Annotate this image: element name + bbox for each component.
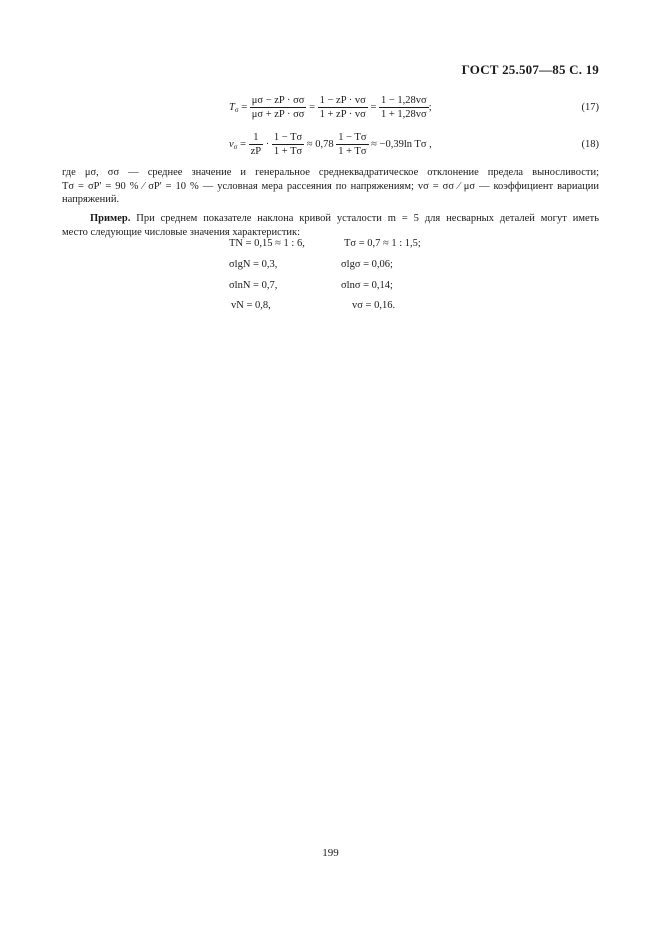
document-header: ГОСТ 25.507—85 С. 19	[461, 62, 599, 77]
equation-17-number: (17)	[581, 102, 599, 113]
eq17-fraction-2	[318, 94, 368, 121]
eq17-fraction-3	[379, 94, 429, 121]
eq17-tail: ;	[428, 101, 432, 113]
eq18-coef: ≈ 0,78	[306, 138, 334, 150]
eq18-fraction-2	[272, 131, 304, 158]
example-row-2-right: σlgσ = 0,06;	[341, 259, 393, 270]
eq18-f2-num: 1 − Tσ	[273, 132, 303, 143]
eq17-f2-den: 1 + zP · vσ	[319, 109, 366, 120]
example-row-2-left: σlgN = 0,3,	[229, 259, 278, 270]
eq18-f2-den: 1 + Tσ	[273, 146, 303, 157]
eq17-lhs: T	[229, 101, 235, 113]
example-row-4-right: vσ = 0,16.	[352, 300, 396, 311]
eq18-lhs: v	[229, 138, 234, 150]
explanation-line-3: напряжений.	[62, 194, 120, 205]
explanation-line-2: Tσ = σP' = 90 % ⁄ σP' = 10 % — условная мера рассеяния по напряжениям; vσ = σσ ⁄ μσ — коэффициент вариации	[62, 180, 599, 192]
eq17-f3-num: 1 − 1,28vσ	[380, 95, 427, 106]
eq18-f1-num: 1	[249, 131, 264, 145]
eq17-lhs-sub: σ	[234, 105, 239, 114]
explanation-line-1: где μσ, σσ — среднее значение и генеральное среднеквадратическое отклонение предела выносливости;	[62, 167, 599, 178]
eq18-lhs-sub: σ	[233, 142, 238, 151]
page-number: 199	[322, 847, 339, 859]
example-label: Пример.	[90, 213, 131, 224]
example-text-1: При среднем показателе наклона кривой усталости m = 5 для несварных деталей могут иметь	[136, 213, 600, 224]
equation-17: $T_\sigma$ = $\frac{\mu\sigma - zP \cdot \sigma\sigma}{\mu\sigma + zP \cdot \sigma\sigma}$ = $\frac{1 - zP \cdot v\sigma}{1 + zP \cdot v\sigma}$ = $\frac{1 - 1,28v\sigma}{1 + 1,28v\sigma}$ ;	[229, 95, 432, 120]
example-row-4-left: vN = 0,8,	[231, 300, 271, 311]
eq18-f1-den: zP	[250, 146, 262, 157]
eq18-fraction-1	[249, 131, 264, 158]
eq17-f2-num: 1 − zP · vσ	[319, 95, 366, 106]
equation-18: $v_\sigma$ = $\frac{1}{zP}$ · $\frac{1 - T\sigma}{1 + T\sigma}$ ≈ 0,78 $\frac{1 - T\sigma}{1 + T\sigma}$ ≈ −0,39ln Tσ ,	[229, 132, 432, 157]
eq18-f3-num: 1 − Tσ	[338, 132, 367, 143]
example-row-3-left: σlnN = 0,7,	[229, 280, 278, 291]
eq17-f3-den: 1 + 1,28vσ	[380, 109, 427, 120]
eq18-f3-den: 1 + Tσ	[338, 146, 367, 157]
eq18-approx: ≈ −0,39ln Tσ ,	[371, 138, 432, 150]
explanation-paragraph	[62, 166, 599, 207]
eq17-f1-num: μσ − zP · σσ	[251, 95, 305, 106]
eq17-fraction-1	[250, 94, 307, 121]
example-row-1-left: TN = 0,15 ≈ 1 : 6,	[229, 238, 305, 249]
eq17-f1-den: μσ + zP · σσ	[251, 109, 305, 120]
example-text-2: место следующие числовые значения характеристик:	[62, 226, 301, 238]
example-row-1-right: Tσ = 0,7 ≈ 1 : 1,5;	[344, 238, 421, 249]
eq18-fraction-3	[336, 131, 368, 158]
example-line-1	[62, 212, 599, 226]
example-paragraph	[62, 212, 599, 239]
equation-18-number: (18)	[581, 139, 599, 150]
example-row-3-right: σlnσ = 0,14;	[341, 280, 393, 291]
